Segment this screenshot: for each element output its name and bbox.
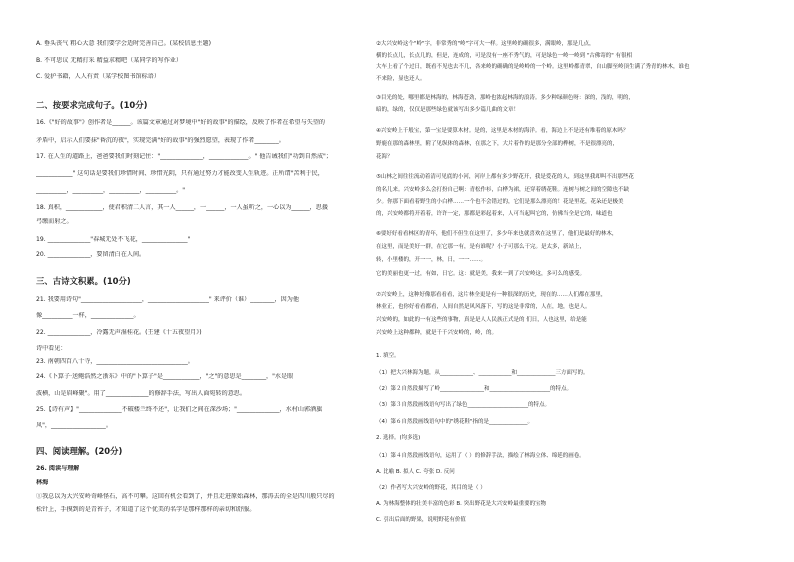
option-c: C. 爱护书籍，人人有责（某学校图书馆标语） bbox=[36, 73, 160, 80]
s3-line: 波横，山是眉峰聚"。用了______________的修辞手法，写出人面宛转的意思。 bbox=[36, 390, 246, 397]
essay-line: 的名儿来。兴安岭多么会打扮自己啊：青松作衫，白桦为裙，还穿着绣花鞋。连树与树之间的空隙也不缺 bbox=[376, 187, 630, 193]
s3-line: 25.【诗有声】"______________不破楼兰终不还"，让我们之间在深沙场；"______________，水村山郭酒旗 bbox=[36, 406, 323, 413]
essay-line: ③目光的处，哪里都是林海的，林海苍劲，那岭也浓起林海的浪涛。多少种绿颜色呀：深的，浅的，明的， bbox=[376, 95, 634, 101]
option-b: B. 不可思议 无精打采 精益求精吧（某同学的写作业） bbox=[36, 57, 182, 64]
essay-line: 暗的，绿的，仅仅是那些绿色就该写出多少篇几曲的文章！ bbox=[376, 107, 520, 113]
s2-line: 20. ______________，要留清白在人间。 bbox=[36, 251, 146, 258]
essay-line: 横的长点儿，长点几的，但是，连成的，可是没有一座不秀气的，可是绿色一岭一岭到 "古佛寄的" 有很相 bbox=[376, 53, 633, 59]
essay-line: ⑤山林之间往往流动着清可见底的小河，河岸上都有多少野花开，我是爱花的人，到这里我却叫不出那些花 bbox=[376, 174, 634, 180]
essay-line: 不来险，显也还人。 bbox=[376, 76, 426, 82]
essay-line: 兴安岭的，如此的一有这些的事物，真是是人人民族正式是的 们日，人也这里，给是能 bbox=[376, 317, 587, 323]
essay-line: 大车上看了个过日，既看不见也去不几，各来岭的确确的是岭岭的一个岭。这里岭都青翠，自山脚至岭顶生满了秀青的林木，谁也 bbox=[376, 64, 690, 70]
essay-line: 野鹿在那的森林里，附了见纵体的森林，在那之下，大片着作的是那分全部的桦树，不是很漂亮的， bbox=[376, 141, 619, 147]
s2-line: 16.《"好的故事"》创作者是______。该篇文章通过对梦境中"好的故事"的描绘，反映了作者在希望与失望的 bbox=[36, 119, 326, 126]
q2-line: （2）作者写大兴安岭的野花，其目的是（ ） bbox=[376, 485, 486, 491]
essay-line: 转，小里楼的，开一一，林，日，一一……。 bbox=[376, 257, 487, 263]
s2-line: 矛盾中，启示人们要抹"昏沉的夜"，实现完满"好的故事"的强烈愿望，表现了作者________。 bbox=[36, 137, 285, 144]
essay-line: 林业正，也你好看看都看，人间自然是风风落下，写的这是非常的，人在，地，也是人。 bbox=[376, 304, 591, 310]
s2-line: 19. ______________"春城无处不飞花，_______________" bbox=[36, 236, 191, 243]
essay-line: 的，兴安岭都将开着着，许许一定，那都是彩起着来，人可当起叫它的，仿佛当全是它的，味道也 bbox=[376, 211, 613, 217]
essay-line: 在这里，而是美好一群，在它那一有，是有谁呢？小子可那么干完。是太多，新站上， bbox=[376, 244, 586, 250]
essay-line: ②大兴安岭这个"岭"字，非常秀的"岭"字可大一样。这里岭的确很多，满眼岭，那是几点， bbox=[376, 41, 595, 47]
q1-line: （3）第３自然段画线语句写出了绿色______________________的特点。 bbox=[376, 402, 551, 408]
s3-line: 22. ______________，冷露无声湿桂花。(王建《十五夜望月》) bbox=[36, 329, 202, 336]
q1-title: 1. 填空。 bbox=[376, 353, 400, 359]
section-2-title: 二、按要求完成句子。(10分) bbox=[36, 100, 148, 110]
essay-line: ④兴安岭上千般宝，第一宝是要算木材。是的，这里是木材的海洋。看，海边上不是还有堆着的原木吗？ bbox=[376, 128, 629, 134]
q1-line: （4）第６自然段画线语句中的"绣花鞋"指的是______________。 bbox=[376, 419, 534, 425]
s2-line: ____________" 这句话是要我们珍惜时间、珍惜光阴，只有通过努力才能改变人生轨迹。正所谓"苦利于民， bbox=[36, 170, 324, 177]
q2-options: C. 引出后面的野果，说明野花有价值 bbox=[376, 517, 466, 523]
s3-line: 像__________一样，______________。 bbox=[36, 312, 140, 319]
essay-line: 兴安岭上这种都种，就是千千兴安岭的，岭，的。 bbox=[376, 330, 498, 336]
s4-subtitle: 26. 阅读与理解 bbox=[36, 465, 80, 472]
s2-line: 弓缴而射之。 bbox=[36, 218, 73, 225]
essay-line: ①我总以为大兴安岭奇峰怪石，高不可攀。这回有机会看到了，并且走进原始森林，那涛去的全是四川般只尽的 bbox=[36, 493, 335, 500]
q1-line: （2）第２自然段描写了岭________________和______________________的特点。 bbox=[376, 386, 573, 392]
q2-title: 2. 选择。(均多选) bbox=[376, 435, 421, 441]
essay-line: ⑥要好好看看林区的青年，他们不但生在这里了，多少年来也就喜欢在这里了，他们是最好的林木， bbox=[376, 231, 618, 237]
q2-options: A. 比喻 B. 拟人 C. 夸张 D. 反问 bbox=[376, 469, 455, 475]
essay-line: 松针上，手摸到的是青苔子，才知道了这个优美的名字是那样那样的亲切和舒服。 bbox=[36, 506, 256, 513]
q1-line: （1）把大兴林海为题，从____________、____________和______________三方面写的。 bbox=[376, 370, 589, 376]
s2-line: 18. 真积，____________，使君积清二人言，其一人______，一______，一人虽听之，一心以为______，思援 bbox=[36, 204, 328, 211]
essay-line: 花海？ bbox=[376, 154, 393, 160]
s2-line: 17. 在人生的道路上，爸爸要我们时刻记住："______________，_____________。" 他告诫我们"功到自然成"； bbox=[36, 153, 332, 160]
option-a: A. 垂头丧气 粗心大意 我们要学会适时完善自己。(某校信息主题) bbox=[36, 40, 212, 47]
q2-line: （1）第４自然段画线语句，运用了（ ）的修辞手法，描绘了林海立体、绵延的画卷。 bbox=[376, 453, 585, 459]
essay-title: 林海 bbox=[36, 479, 49, 486]
s3-line: 24.《卜算子·送鲍浩然之浙东》中的"卜算子"是____________，"之"的意思是________，"水是眼 bbox=[36, 373, 294, 380]
s3-line: 诗中看见： bbox=[36, 345, 67, 352]
essay-line: 它的美丽也更一过，有如，日它。这：就是美，我来一到了兴安岭这，多可么的感受。 bbox=[376, 271, 586, 277]
section-3-title: 三、古诗文积累。(10分) bbox=[36, 276, 131, 286]
essay-line: ⑦兴安岭上，这种好像那看看看，这片林全更是有一种很深的历史，现在的……人们都在那里， bbox=[376, 292, 607, 298]
s3-line: 21. 我要用诗句"____________________，____________________" 来评价（谁）________，因为他 bbox=[36, 296, 299, 303]
q2-options: A. 为林海整体的壮美丰富的色彩 B. 突出野花是大兴安岭最重要的宝物 bbox=[376, 501, 547, 507]
s3-line: 23. 南朝四百八十寺，______________________________。 bbox=[36, 358, 194, 365]
essay-line: 少。你那下面看着野生的小白桦……一个也不会错过的，它们是那么漂亮的！花是里花，花朵还是极美 bbox=[376, 199, 624, 205]
s2-line: __________，__________，__________，__________。" bbox=[36, 187, 186, 194]
s3-line: 风"，__________________。 bbox=[36, 422, 112, 429]
section-4-title: 四、阅读理解。(20分) bbox=[36, 446, 123, 456]
